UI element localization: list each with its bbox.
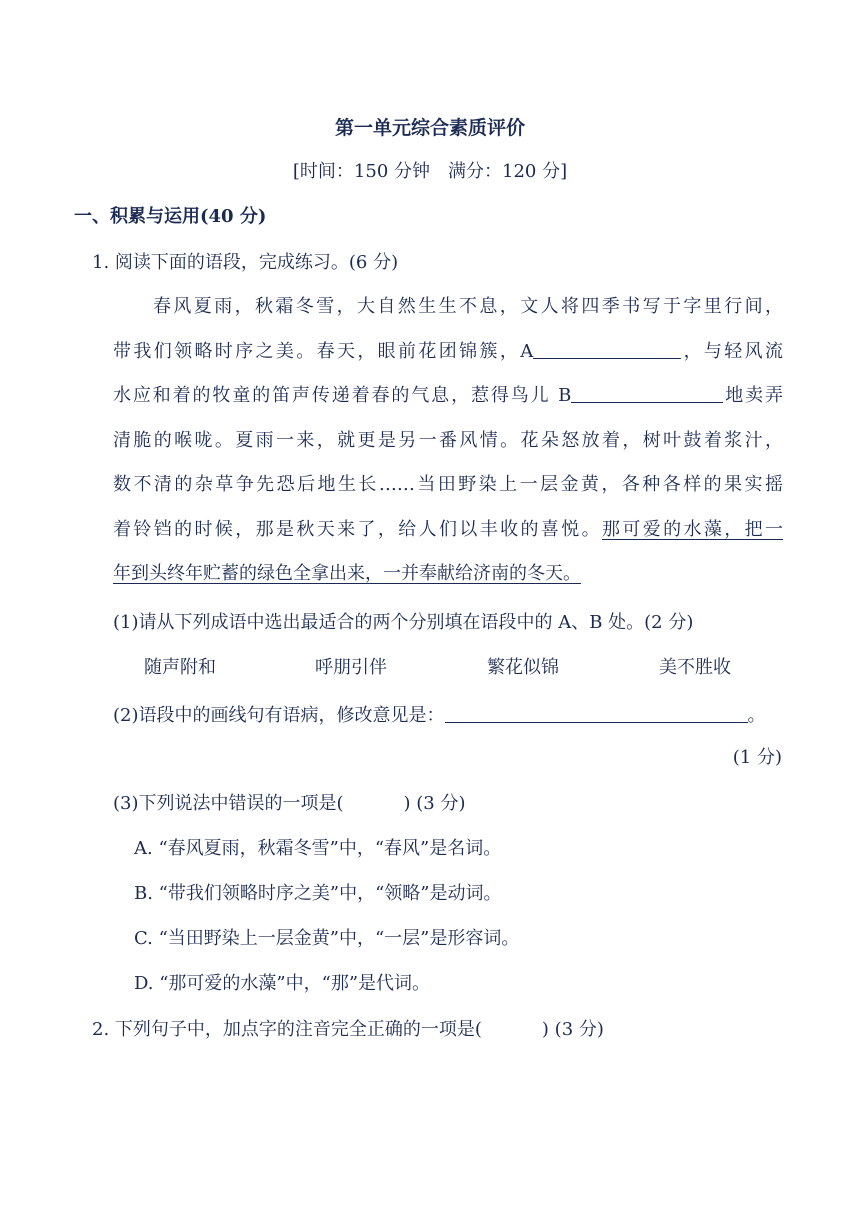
sub-question-2-text: (2)语段中的画线句有语病，修改意见是： bbox=[113, 705, 445, 726]
choice-option-d: D. “那可爱的水藻”中，“那”是代词。 bbox=[134, 973, 431, 994]
question-2-score: ) (3 分) bbox=[541, 1019, 604, 1040]
passage-line: 清脆的喉咙。夏雨一来，就更是另一番风情。花朵怒放着，树叶鼓着浆汁， bbox=[113, 429, 783, 451]
blank-b[interactable] bbox=[571, 382, 723, 403]
sub-question-2-end: 。 bbox=[747, 705, 766, 726]
blank-a[interactable] bbox=[533, 338, 681, 359]
choice-option-a: A. “春风夏雨，秋霜冬雪”中，“春风”是名词。 bbox=[134, 838, 502, 859]
passage-text: 着铃铛的时候，那是秋天来了，给人们以丰收的喜悦。 bbox=[113, 518, 602, 540]
passage-line bbox=[113, 330, 783, 375]
sub-question-2-score: (1 分) bbox=[732, 747, 782, 768]
sub-question-3 bbox=[113, 792, 466, 816]
passage-text: 带我们领略时序之美。春天，眼前花团锦簇，A bbox=[113, 340, 534, 362]
question-2-stem bbox=[92, 1018, 604, 1042]
idiom-option: 美不胜收 bbox=[659, 657, 731, 678]
passage-text: 水应和着的牧童的笛声传递着春的气息，惹得鸟儿 B bbox=[113, 385, 572, 406]
question-2-text: 2. 下列句子中，加点字的注音完全正确的一项是( bbox=[92, 1019, 482, 1040]
passage-text: ，与轻风流 bbox=[681, 340, 784, 362]
section-heading: 一、积累与运用(40 分) bbox=[74, 206, 267, 227]
passage-line bbox=[113, 374, 783, 419]
choice-option-c: C. “当田野染上一层金黄”中，“一层”是形容词。 bbox=[134, 928, 520, 949]
underlined-sentence: 那可爱的水藻，把一 bbox=[602, 518, 783, 540]
sub-question-1: (1)请从下列成语中选出最适合的两个分别填在语段中的 A、B 处。(2 分) bbox=[113, 612, 694, 633]
passage-line: 数不清的杂草争先恐后地生长……当田野染上一层金黄，各种各样的果实摇 bbox=[113, 474, 783, 495]
reading-passage bbox=[113, 285, 783, 597]
passage-line bbox=[113, 508, 783, 553]
idiom-option: 繁花似锦 bbox=[487, 657, 559, 678]
idiom-option: 呼朋引伴 bbox=[315, 657, 387, 678]
page-title: 第一单元综合素质评价 bbox=[334, 117, 525, 139]
exam-info: [时间：150 分钟 满分：120 分] bbox=[292, 161, 568, 182]
revision-answer-blank[interactable] bbox=[445, 702, 748, 723]
idiom-option: 随声附和 bbox=[144, 657, 216, 678]
sub-question-3-text: (3)下列说法中错误的一项是( bbox=[113, 793, 344, 814]
sub-question-2 bbox=[113, 702, 766, 728]
sub-question-3-score: ) (3 分) bbox=[403, 793, 466, 814]
choice-option-b: B. “带我们领略时序之美”中，“领略”是动词。 bbox=[134, 883, 502, 904]
underlined-sentence: 年到头终年贮蓄的绿色全拿出来，一并奉献给济南的冬天。 bbox=[113, 563, 581, 584]
passage-text: 地卖弄 bbox=[723, 385, 784, 406]
question-1-stem: 1. 阅读下面的语段，完成练习。(6 分) bbox=[92, 252, 399, 273]
passage-line: 春风夏雨，秋霜冬雪，大自然生生不息，文人将四季书写于字里行间， bbox=[153, 296, 783, 317]
passage-line bbox=[113, 552, 783, 597]
